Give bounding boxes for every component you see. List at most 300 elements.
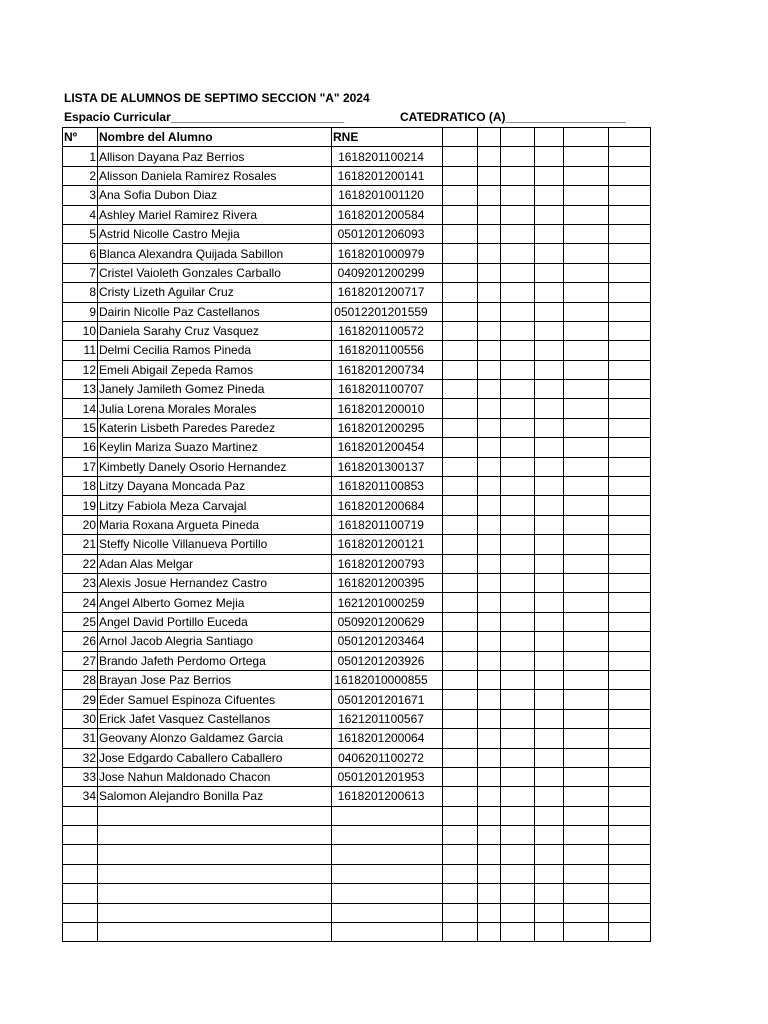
blank-cell (443, 263, 478, 282)
blank-cell (501, 554, 535, 573)
blank-cell (443, 205, 478, 224)
blank-cell (478, 554, 501, 573)
row-number: 12 (63, 360, 98, 379)
blank-cell (564, 457, 609, 476)
blank-cell (478, 515, 501, 534)
table-row (63, 186, 651, 205)
student-name: Angel Alberto Gomez Mejia (98, 593, 332, 612)
student-name: Kimbetly Danely Osorio Hernandez (98, 457, 332, 476)
blank-cell (478, 166, 501, 185)
student-name: Cristel Vaioleth Gonzales Carballo (98, 263, 332, 282)
blank-cell (535, 651, 564, 670)
blank-cell (609, 690, 651, 709)
table-row (63, 244, 651, 263)
blank-cell (535, 438, 564, 457)
blank-cell (609, 767, 651, 786)
blank-cell (443, 399, 478, 418)
student-name: Dairin Nicolle Paz Castellanos (98, 302, 332, 321)
espacio-curricular-label: Espacio Curricular__________________________ (64, 110, 345, 124)
student-rne: 1621201000259 (332, 593, 443, 612)
student-name: Geovany Alonzo Galdamez Garcia (98, 729, 332, 748)
row-number: 17 (63, 457, 98, 476)
blank-cell (535, 535, 564, 554)
row-number: 11 (63, 341, 98, 360)
student-name (98, 806, 332, 825)
blank-cell (478, 632, 501, 651)
blank-cell (564, 515, 609, 534)
blank-cell (443, 166, 478, 185)
blank-cell (443, 826, 478, 845)
row-number: 2 (63, 166, 98, 185)
table-row (63, 826, 651, 845)
student-name: Ashley Mariel Ramirez Rivera (98, 205, 332, 224)
blank-cell (564, 787, 609, 806)
blank-cell (443, 244, 478, 263)
student-rne: 1618201200684 (332, 496, 443, 515)
blank-cell (443, 224, 478, 243)
blank-cell (609, 147, 651, 166)
blank-cell (501, 205, 535, 224)
row-number: 32 (63, 748, 98, 767)
blank-cell (443, 457, 478, 476)
row-number: 4 (63, 205, 98, 224)
blank-cell (609, 573, 651, 592)
blank-cell (478, 670, 501, 689)
blank-cell (564, 535, 609, 554)
blank-cell (535, 593, 564, 612)
student-rne: 1618201200454 (332, 438, 443, 457)
table-row (63, 845, 651, 864)
student-rne: 1621201100567 (332, 709, 443, 728)
blank-cell (535, 224, 564, 243)
blank-cell (501, 612, 535, 631)
student-rne: 1618201200010 (332, 399, 443, 418)
blank-cell (501, 283, 535, 302)
blank-cell (501, 418, 535, 437)
blank-cell (478, 302, 501, 321)
student-rne: 0409201200299 (332, 263, 443, 282)
blank-cell (478, 806, 501, 825)
student-roster-table (62, 127, 651, 942)
blank-cell (501, 767, 535, 786)
row-number: 1 (63, 147, 98, 166)
table-row (63, 205, 651, 224)
student-rne: 0509201200629 (332, 612, 443, 631)
student-rne (332, 826, 443, 845)
table-row (63, 923, 651, 942)
student-name: Cristy Lizeth Aguilar Cruz (98, 283, 332, 302)
student-rne: 1618201100707 (332, 380, 443, 399)
blank-cell (478, 380, 501, 399)
blank-cell (478, 224, 501, 243)
blank-cell (478, 651, 501, 670)
blank-cell (535, 729, 564, 748)
blank-cell (609, 496, 651, 515)
blank-cell (443, 729, 478, 748)
student-rne: 1618201200734 (332, 360, 443, 379)
blank-cell (478, 438, 501, 457)
blank-cell (535, 845, 564, 864)
blank-cell (535, 903, 564, 922)
blank-cell (609, 535, 651, 554)
table-row (63, 166, 651, 185)
student-name (98, 884, 332, 903)
student-name: Adan Alas Melgar (98, 554, 332, 573)
blank-cell (609, 186, 651, 205)
blank-cell (443, 767, 478, 786)
column-header-blank (478, 128, 501, 147)
table-row (63, 341, 651, 360)
blank-cell (501, 438, 535, 457)
blank-cell (609, 729, 651, 748)
row-number: 22 (63, 554, 98, 573)
row-number: 34 (63, 787, 98, 806)
blank-cell (609, 923, 651, 942)
blank-cell (609, 263, 651, 282)
blank-cell (535, 787, 564, 806)
blank-cell (535, 205, 564, 224)
table-row (63, 302, 651, 321)
row-number: 31 (63, 729, 98, 748)
blank-cell (609, 845, 651, 864)
blank-cell (609, 884, 651, 903)
student-rne: 1618201200064 (332, 729, 443, 748)
blank-cell (535, 147, 564, 166)
blank-cell (443, 787, 478, 806)
blank-cell (535, 360, 564, 379)
blank-cell (564, 864, 609, 883)
blank-cell (501, 709, 535, 728)
blank-cell (609, 612, 651, 631)
blank-cell (478, 573, 501, 592)
blank-cell (535, 457, 564, 476)
column-header-blank (564, 128, 609, 147)
row-number: 25 (63, 612, 98, 631)
blank-cell (443, 535, 478, 554)
blank-cell (564, 690, 609, 709)
table-row (63, 554, 651, 573)
blank-cell (535, 670, 564, 689)
blank-cell (501, 399, 535, 418)
table-row (63, 457, 651, 476)
student-name: Alisson Daniela Ramirez Rosales (98, 166, 332, 185)
row-number: 13 (63, 380, 98, 399)
student-rne: 1618201000979 (332, 244, 443, 263)
blank-cell (564, 477, 609, 496)
blank-cell (535, 263, 564, 282)
blank-cell (478, 477, 501, 496)
blank-cell (478, 186, 501, 205)
student-name: Litzy Dayana Moncada Paz (98, 477, 332, 496)
blank-cell (564, 438, 609, 457)
blank-cell (564, 884, 609, 903)
blank-cell (443, 651, 478, 670)
student-name: Daniela Sarahy Cruz Vasquez (98, 321, 332, 340)
row-number: 18 (63, 477, 98, 496)
student-rne: 1618201300137 (332, 457, 443, 476)
student-rne: 0501201203464 (332, 632, 443, 651)
student-rne: 0501201201671 (332, 690, 443, 709)
row-number: 24 (63, 593, 98, 612)
blank-cell (564, 302, 609, 321)
student-rne: 1618201200717 (332, 283, 443, 302)
blank-cell (478, 709, 501, 728)
blank-cell (564, 496, 609, 515)
blank-cell (443, 554, 478, 573)
blank-cell (478, 399, 501, 418)
blank-cell (535, 496, 564, 515)
blank-cell (564, 147, 609, 166)
student-rne: 1618201200395 (332, 573, 443, 592)
blank-cell (609, 283, 651, 302)
blank-cell (535, 477, 564, 496)
blank-cell (501, 360, 535, 379)
blank-cell (501, 632, 535, 651)
student-name: Erick Jafet Vasquez Castellanos (98, 709, 332, 728)
student-rne (332, 884, 443, 903)
blank-cell (609, 399, 651, 418)
blank-cell (609, 418, 651, 437)
blank-cell (501, 884, 535, 903)
blank-cell (609, 748, 651, 767)
column-header-blank (609, 128, 651, 147)
blank-cell (609, 670, 651, 689)
blank-cell (478, 321, 501, 340)
row-number: 5 (63, 224, 98, 243)
table-row (63, 418, 651, 437)
student-rne (332, 923, 443, 942)
blank-cell (564, 826, 609, 845)
blank-cell (564, 748, 609, 767)
blank-cell (564, 767, 609, 786)
blank-cell (443, 360, 478, 379)
student-rne: 0501201201953 (332, 767, 443, 786)
column-header-number: Nº (63, 128, 98, 147)
blank-cell (478, 612, 501, 631)
table-row (63, 496, 651, 515)
blank-cell (501, 845, 535, 864)
blank-cell (564, 186, 609, 205)
student-name: Alexis Josue Hernandez Castro (98, 573, 332, 592)
row-number: 20 (63, 515, 98, 534)
table-row (63, 903, 651, 922)
student-rne: 1618201001120 (332, 186, 443, 205)
blank-cell (443, 321, 478, 340)
table-row (63, 477, 651, 496)
blank-cell (609, 205, 651, 224)
blank-cell (609, 787, 651, 806)
blank-cell (478, 418, 501, 437)
student-rne: 0501201206093 (332, 224, 443, 243)
blank-cell (443, 864, 478, 883)
table-row (63, 729, 651, 748)
table-row (63, 632, 651, 651)
blank-cell (501, 573, 535, 592)
column-header-rne: RNE (332, 128, 443, 147)
blank-cell (501, 166, 535, 185)
blank-cell (535, 806, 564, 825)
blank-cell (609, 166, 651, 185)
blank-cell (609, 302, 651, 321)
blank-cell (478, 496, 501, 515)
row-number: 30 (63, 709, 98, 728)
blank-cell (501, 302, 535, 321)
blank-cell (609, 709, 651, 728)
row-number (63, 903, 98, 922)
blank-cell (501, 457, 535, 476)
table-row (63, 767, 651, 786)
blank-cell (478, 767, 501, 786)
row-number: 8 (63, 283, 98, 302)
blank-cell (564, 418, 609, 437)
header-row (63, 128, 651, 147)
row-number: 27 (63, 651, 98, 670)
blank-cell (535, 554, 564, 573)
student-rne: 1618201200584 (332, 205, 443, 224)
student-name: Maria Roxana Argueta Pineda (98, 515, 332, 534)
blank-cell (609, 224, 651, 243)
blank-cell (478, 244, 501, 263)
blank-cell (443, 496, 478, 515)
row-number: 3 (63, 186, 98, 205)
table-row (63, 360, 651, 379)
blank-cell (564, 380, 609, 399)
blank-cell (564, 651, 609, 670)
blank-cell (443, 438, 478, 457)
blank-cell (478, 263, 501, 282)
blank-cell (535, 709, 564, 728)
student-name (98, 845, 332, 864)
student-rne: 1618201200121 (332, 535, 443, 554)
blank-cell (443, 573, 478, 592)
blank-cell (535, 380, 564, 399)
blank-cell (443, 632, 478, 651)
blank-cell (609, 341, 651, 360)
blank-cell (564, 283, 609, 302)
blank-cell (535, 690, 564, 709)
student-name: Katerin Lisbeth Paredes Paredez (98, 418, 332, 437)
table-row (63, 224, 651, 243)
blank-cell (443, 884, 478, 903)
blank-cell (501, 244, 535, 263)
student-rne: 0406201100272 (332, 748, 443, 767)
table-row (63, 593, 651, 612)
blank-cell (535, 418, 564, 437)
student-name: Emeli Abigail Zepeda Ramos (98, 360, 332, 379)
student-rne: 1618201200613 (332, 787, 443, 806)
table-row (63, 535, 651, 554)
row-number (63, 826, 98, 845)
blank-cell (443, 806, 478, 825)
blank-cell (564, 903, 609, 922)
blank-cell (443, 477, 478, 496)
column-header-blank (443, 128, 478, 147)
blank-cell (443, 903, 478, 922)
blank-cell (501, 380, 535, 399)
blank-cell (443, 670, 478, 689)
blank-cell (564, 709, 609, 728)
blank-cell (478, 341, 501, 360)
blank-cell (501, 787, 535, 806)
catedratico-label: CATEDRATICO (A)__________________ (400, 110, 626, 124)
student-name (98, 864, 332, 883)
blank-cell (564, 845, 609, 864)
column-header-name: Nombre del Alumno (98, 128, 332, 147)
blank-cell (501, 806, 535, 825)
blank-cell (609, 593, 651, 612)
blank-cell (535, 399, 564, 418)
blank-cell (609, 244, 651, 263)
blank-cell (501, 147, 535, 166)
blank-cell (564, 244, 609, 263)
table-row (63, 884, 651, 903)
blank-cell (501, 515, 535, 534)
blank-cell (564, 612, 609, 631)
student-name: Delmi Cecilia Ramos Pineda (98, 341, 332, 360)
blank-cell (609, 321, 651, 340)
blank-cell (609, 457, 651, 476)
blank-cell (501, 593, 535, 612)
table-row (63, 263, 651, 282)
blank-cell (564, 923, 609, 942)
table-row (63, 438, 651, 457)
row-number: 26 (63, 632, 98, 651)
table-row (63, 380, 651, 399)
student-name: Salomon Alejandro Bonilla Paz (98, 787, 332, 806)
blank-cell (478, 845, 501, 864)
blank-cell (609, 360, 651, 379)
blank-cell (564, 806, 609, 825)
blank-cell (443, 186, 478, 205)
student-name: Keylin Mariza Suazo Martinez (98, 438, 332, 457)
blank-cell (535, 573, 564, 592)
blank-cell (478, 205, 501, 224)
blank-cell (501, 263, 535, 282)
blank-cell (609, 806, 651, 825)
blank-cell (535, 767, 564, 786)
row-number: 6 (63, 244, 98, 263)
student-name (98, 903, 332, 922)
blank-cell (443, 748, 478, 767)
student-name: Astrid Nicolle Castro Mejia (98, 224, 332, 243)
student-name (98, 826, 332, 845)
table-row (63, 709, 651, 728)
blank-cell (443, 612, 478, 631)
blank-cell (535, 748, 564, 767)
row-number: 9 (63, 302, 98, 321)
blank-cell (501, 729, 535, 748)
student-name: Blanca Alexandra Quijada Sabillon (98, 244, 332, 263)
blank-cell (535, 341, 564, 360)
row-number: 10 (63, 321, 98, 340)
table-row (63, 864, 651, 883)
blank-cell (443, 709, 478, 728)
student-rne (332, 845, 443, 864)
blank-cell (478, 864, 501, 883)
blank-cell (609, 515, 651, 534)
blank-cell (501, 923, 535, 942)
blank-cell (564, 166, 609, 185)
student-name: Eder Samuel Espinoza Cifuentes (98, 690, 332, 709)
blank-cell (443, 923, 478, 942)
blank-cell (478, 457, 501, 476)
blank-cell (501, 748, 535, 767)
blank-cell (443, 380, 478, 399)
blank-cell (564, 573, 609, 592)
blank-cell (478, 787, 501, 806)
blank-cell (478, 903, 501, 922)
student-rne: 1618201100572 (332, 321, 443, 340)
